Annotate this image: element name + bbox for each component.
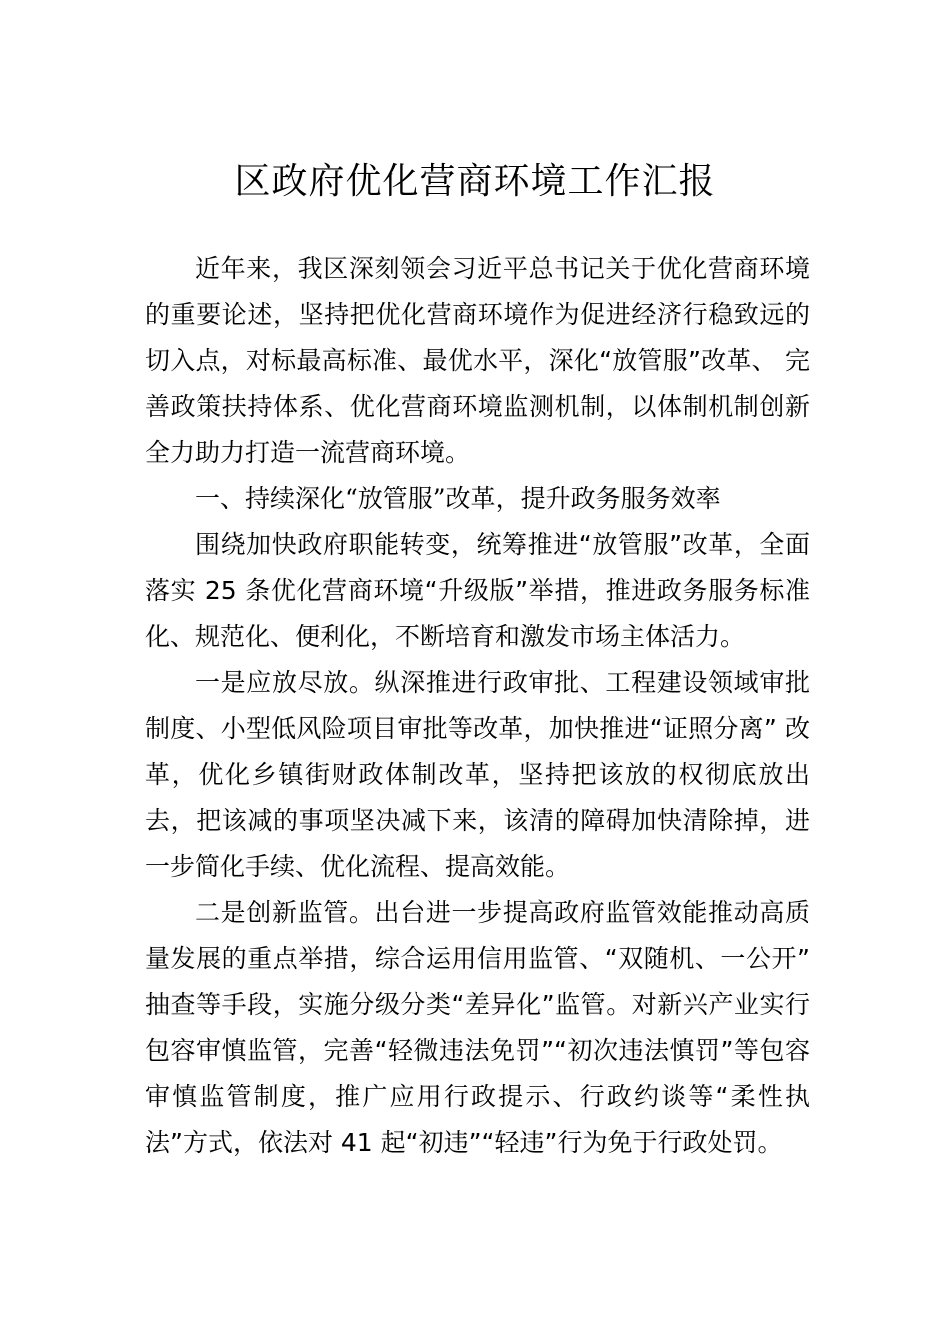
- intro-paragraph: 近年来，我区深刻领会习近平总书记关于优化营商环境的重要论述，坚持把优化营商环境作为促进经济行稳致远的切入点，对标最高标准、最优水平，深化“放管服”改革、 完善政策扶持体系、优化营商环境监测机制，以体制机制创新全力助力打造一流营商环境。: [145, 254, 810, 467]
- section-heading-1: 一、持续深化“放管服”改革，提升政务服务效率: [195, 484, 721, 513]
- document-body: [145, 246, 810, 1166]
- point-2-paragraph: 二是创新监管。出台进一步提高政府监管效能推动高质量发展的重点举措，综合运用信用监管、“双随机、一公开” 抽查等手段，实施分级分类“差异化”监管。对新兴产业实行包容审慎监管，完善“轻微违法免罚”“初次违法慎罚”等包容审慎监管制度，推广应用行政提示、行政约谈等“柔性执法”方式，依法对 41 起“初违”“轻违”行为免于行政处罚。: [145, 898, 810, 1157]
- document-title: 区政府优化营商环境工作汇报: [234, 161, 716, 202]
- point-1-paragraph: 一是应放尽放。纵深推进行政审批、工程建设领域审批制度、小型低风险项目审批等改革，加快推进“证照分离” 改革，优化乡镇街财政体制改革，坚持把该放的权彻底放出去，把该减的事项坚决减下来，该清的障碍加快清除掉，进一步简化手续、优化流程、提高效能。: [145, 668, 810, 881]
- section-1-paragraph: 围绕加快政府职能转变，统筹推进“放管服”改革，全面落实 25 条优化营商环境“升级版”举措，推进政务服务标准化、规范化、便利化，不断培育和激发市场主体活力。: [145, 530, 810, 651]
